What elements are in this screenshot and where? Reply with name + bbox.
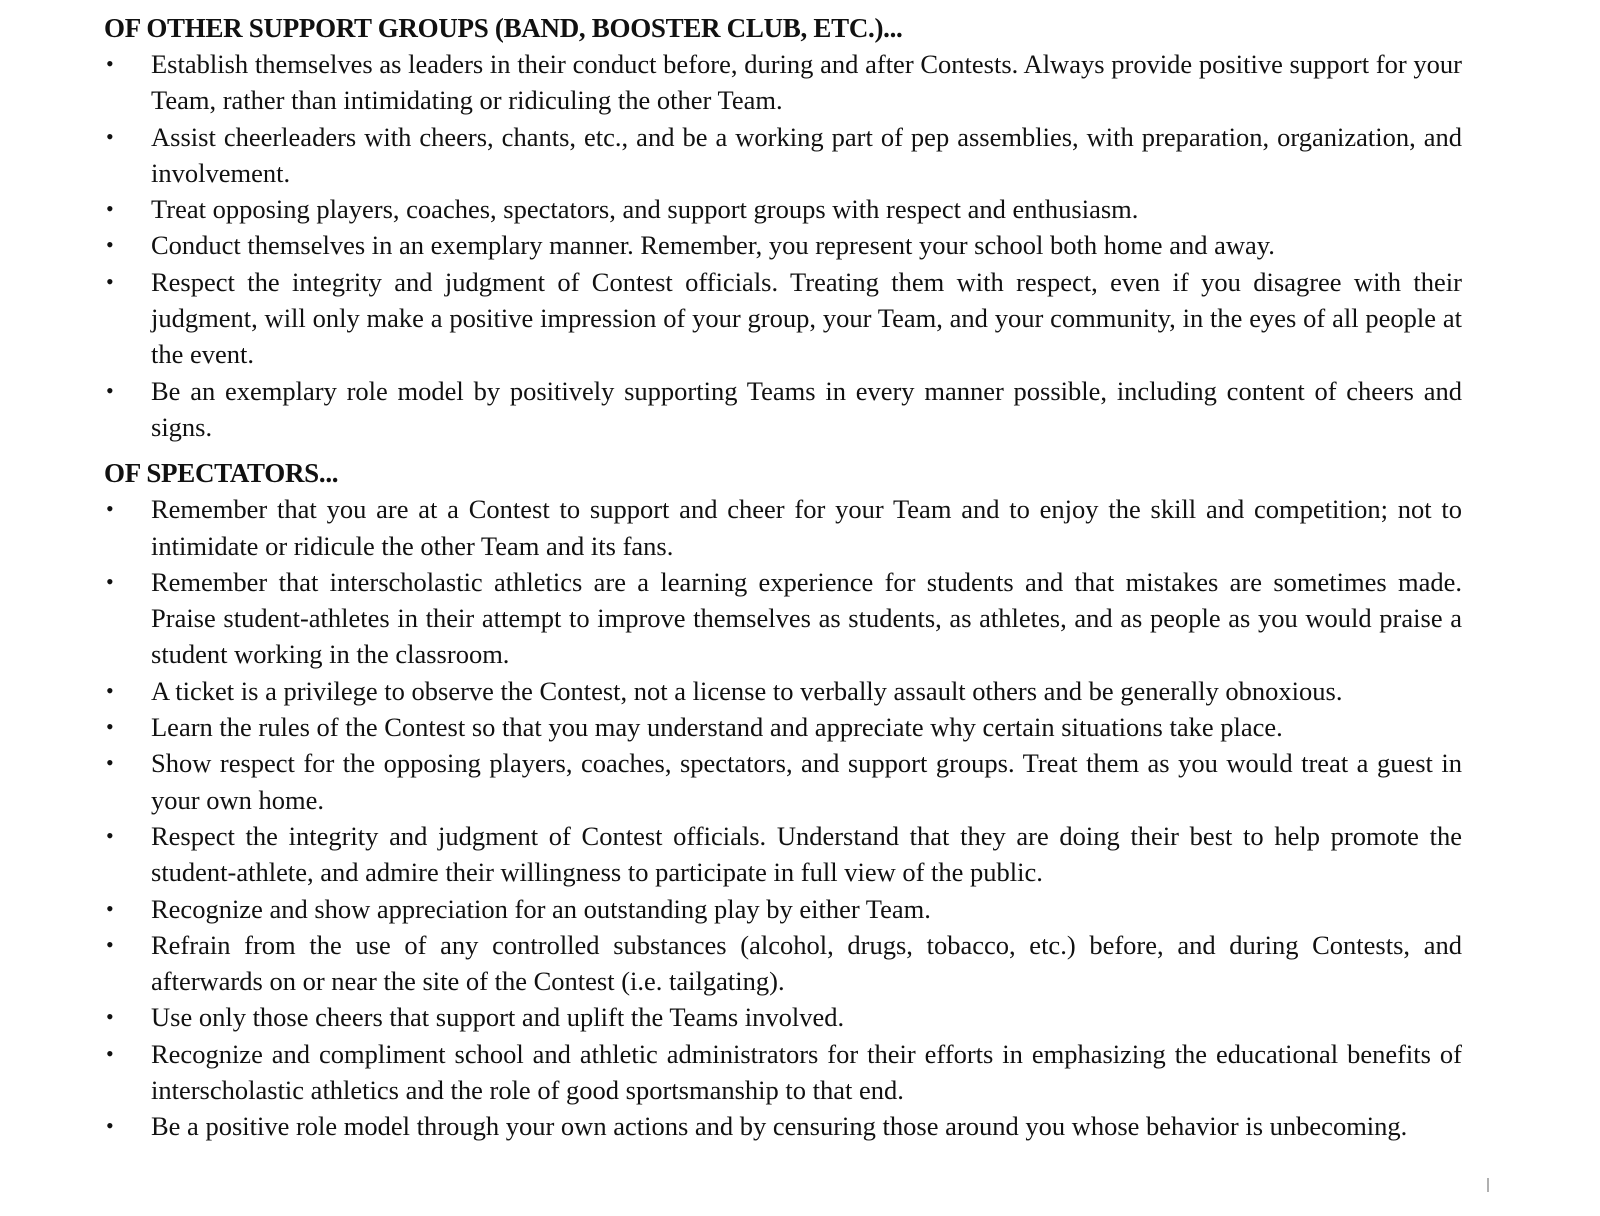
text-cursor [1487,1178,1489,1192]
list-item [104,709,1462,745]
list-item [104,818,1462,891]
bullet-icon: • [106,1113,114,1139]
list-item [104,745,1462,818]
bullet-icon: • [106,496,114,522]
list-item [104,119,1462,192]
section-heading-spectators: OF SPECTATORS... [104,458,339,489]
list-item-text: Recognize and compliment school and athletic administrators for their efforts in emphasizing the educational benefits of interscholastic athletics and the role of good sportsmanship to that end. [151,1038,1462,1106]
bullet-icon: • [106,268,114,294]
list-item [104,927,1462,1000]
list-item-text: Show respect for the opposing players, coaches, spectators, and support groups. Treat them as you would treat a guest in your own home. [151,748,1462,815]
bullet-icon: • [106,1040,114,1066]
list-item-text: Use only those cheers that support and uplift the Teams involved. [151,1002,845,1033]
list-item-text: Treat opposing players, coaches, spectators, and support groups with respect and enthusiasm. [151,194,1139,225]
list-item [104,1036,1462,1109]
list-item-text: Establish themselves as leaders in their conduct before, during and after Contests. Always provide positive support for your Team, rather than intimidating or ridiculing the other Team. [151,49,1462,116]
list-item [104,673,1462,709]
list-item-text: Respect the integrity and judgment of Contest officials. Treating them with respect, even if you disagree with their judgment, will only make a positive impression of your group, your Team, and your community, in the eyes of all people at the event. [151,266,1462,370]
list-item [104,891,1462,927]
list-item-text: Recognize and show appreciation for an outstanding play by either Team. [151,893,931,924]
bullet-icon: • [106,51,114,76]
list-item-text: Be an exemplary role model by positively supporting Teams in every manner possible, including content of cheers and signs. [151,375,1462,442]
bullet-icon: • [106,750,114,776]
list-item-text: A ticket is a privilege to observe the Contest, not a license to verbally assault others and be generally obnoxious. [151,675,1343,706]
bullet-icon: • [106,822,114,848]
list-item [104,46,1462,119]
bullet-icon: • [106,931,114,957]
bullet-icon: • [106,377,114,403]
list-item [104,1108,1462,1144]
bullet-icon: • [106,123,114,149]
list-item-text: Assist cheerleaders with cheers, chants, etc., and be a working part of pep assemblies, with preparation, organization, and involvement. [151,121,1462,188]
bullet-icon: • [106,232,114,258]
support-groups-list [104,46,1462,445]
list-item [104,264,1462,373]
bullet-icon: • [106,1004,114,1030]
list-item [104,999,1462,1035]
list-item-text: Learn the rules of the Contest so that you may understand and appreciate why certain situations take place. [151,712,1283,743]
list-item-text: Conduct themselves in an exemplary manner. Remember, you represent your school both home and away. [151,230,1275,261]
list-item [104,191,1462,227]
bullet-icon: • [106,895,114,921]
list-item-text: Be a positive role model through your own actions and by censuring those around you whose behavior is unbecoming. [151,1111,1408,1142]
list-item [104,491,1462,564]
list-item-text: Refrain from the use of any controlled substances (alcohol, drugs, tobacco, etc.) before, and during Contests, and afterwards on or near the site of the Contest (i.e. tailgating). [151,929,1462,997]
list-item [104,373,1462,446]
list-item [104,227,1462,263]
bullet-icon: • [106,677,114,703]
list-item-text: Respect the integrity and judgment of Contest officials. Understand that they are doing their best to help promote the student-athlete, and admire their willingness to participate in full view of the public. [151,820,1462,888]
section-heading-support-groups: OF OTHER SUPPORT GROUPS (BAND, BOOSTER CLUB, ETC.)... [104,13,903,43]
list-item [104,564,1462,673]
bullet-icon: • [106,568,114,594]
list-item-text: Remember that interscholastic athletics are a learning experience for students and that mistakes are sometimes made. Praise student-athletes in their attempt to improve themselves as students, as athletes, and as people as you would praise a student working in the classroom. [151,566,1462,670]
spectators-list [104,491,1462,1144]
document-page [104,10,1462,1145]
bullet-icon: • [106,196,114,222]
list-item-text: Remember that you are at a Contest to support and cheer for your Team and to enjoy the skill and competition; not to intimidate or ridicule the other Team and its fans. [151,494,1462,561]
bullet-icon: • [106,714,114,740]
